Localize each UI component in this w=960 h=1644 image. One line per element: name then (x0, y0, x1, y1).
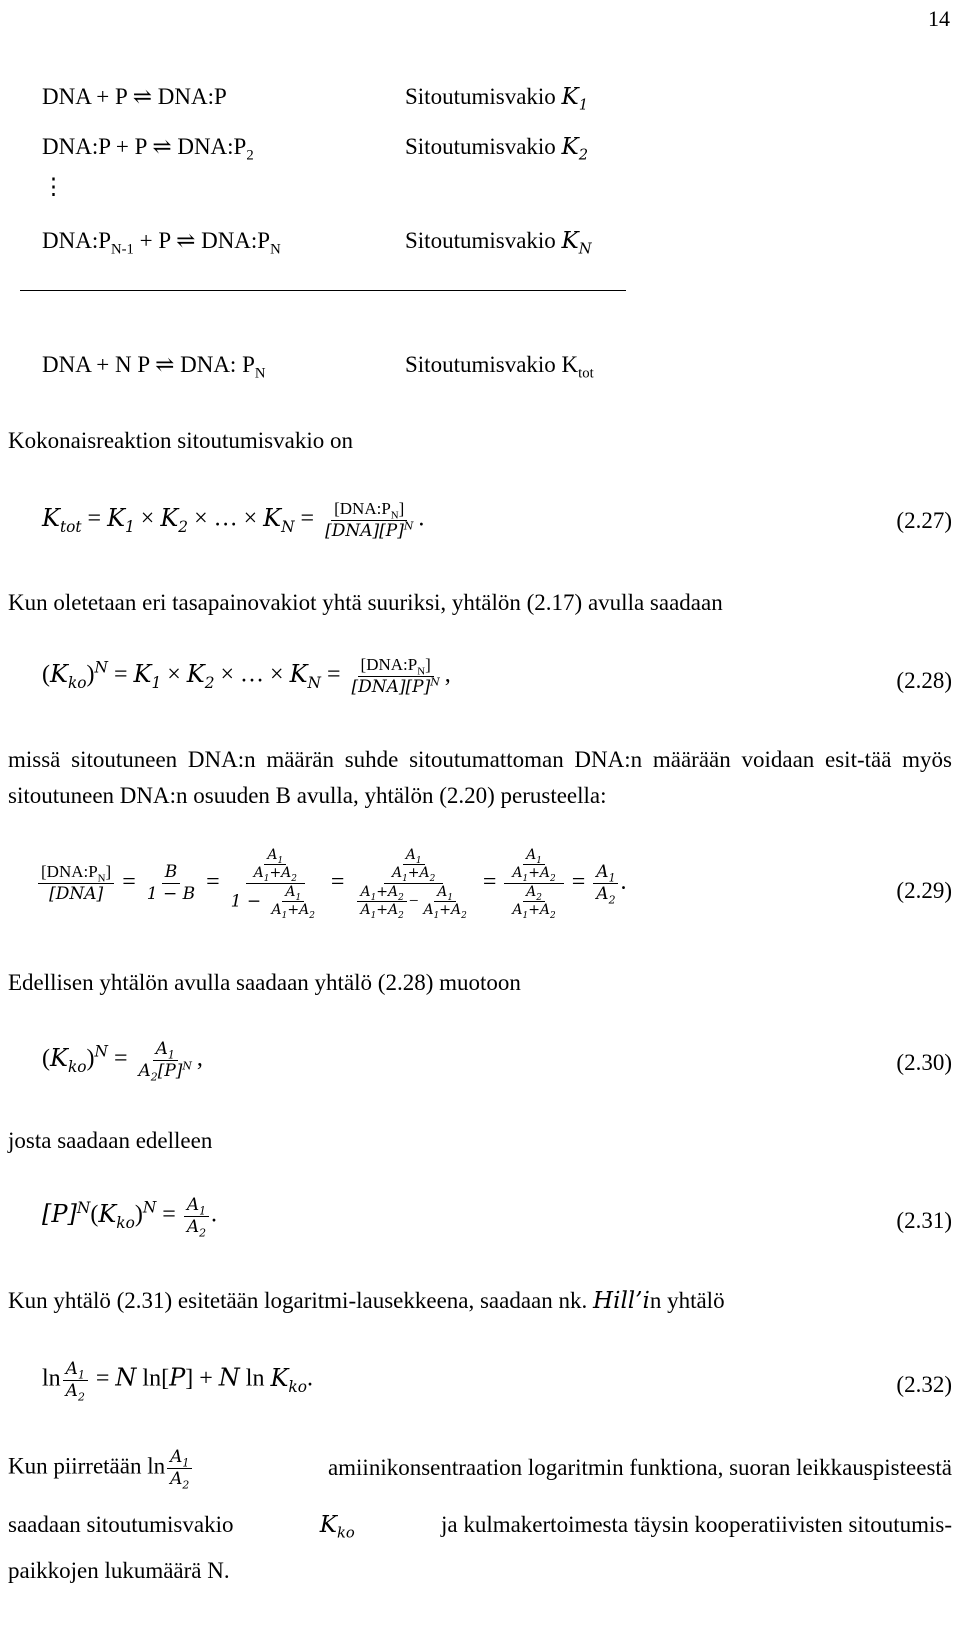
paragraph-3: missä sitoutuneen DNA:n määrän suhde sitoutumattoman DNA:n määrään voidaan esit-tää myös sitoutuneen DNA:n osuuden B avulla, yhtälön (2.20) perusteella: (8, 747, 952, 808)
reaction-1: DNA + P ⇌ DNA:P (42, 84, 227, 109)
paragraph-7-line-2 (8, 1512, 952, 1542)
paragraph-4: Edellisen yhtälön avulla saadaan yhtälö (2.28) muotoon (8, 970, 521, 995)
page-number: 14 (928, 6, 950, 31)
reaction-total-constant: Sitoutumisvakio $K_{tot}$ (405, 352, 594, 382)
paragraph-5: josta saadaan edelleen (8, 1128, 213, 1153)
paragraph-7-text-b: amiinikonsentraation logaritmin funktiona, suoran leikkauspisteestä (327, 1454, 952, 1480)
reaction-2-constant: Sitoutumisvakio $K_2$ (405, 134, 589, 164)
reaction-n: $DNA:P_{N-1} + P$ ⇌ $DNA:P_N$ (42, 228, 281, 258)
equation-number-2-29: (2.29) (896, 878, 952, 903)
equation-2-28: $(K_{ko})^N = K_1 \times K_2$ × … × $K_N$ = $\frac{[DNA:P_N]}{[DNA][P]^N}$ , (42, 655, 451, 697)
equation-number-2-27: (2.27) (896, 508, 952, 533)
paragraph-1: Kokonaisreaktion sitoutumisvakio on (8, 428, 353, 453)
hill-name: Hill’i (593, 1288, 650, 1314)
paragraph-7-line-1: Kun piirretään ln $\frac{A_1}{A_2}$ amiinikonsentraation logaritmin funktiona, suoran leikkauspisteestä (8, 1447, 952, 1492)
equation-number-2-28: (2.28) (896, 668, 952, 693)
equation-number-2-32: (2.32) (896, 1372, 952, 1397)
paragraph-6-text-c: n yhtälö (649, 1288, 725, 1313)
reaction-1-constant: Sitoutumisvakio $K_1$ (405, 84, 589, 114)
paragraph-7-line-3: paikkojen lukumäärä N. (8, 1558, 230, 1583)
k-ko-symbol: $K_{ko}$ (319, 1512, 355, 1542)
equation-number-2-30: (2.30) (896, 1050, 952, 1075)
equation-2-29: $\frac{[DNA:P_N]}{\text{[DNA]}}$ = $\frac{B}{1 - B}$ = $\frac{A_1}{A_1+A_2}$ 1 − $\frac{A_1}{A_1+A_2}$ = $\frac{A_1}{A_1+A_2}$ $\frac{A_1+A_2}{A_1+A_2}$ − $\frac{A_1}{A_1+A_2}$ = $\frac{\frac{A_1}{A_1+A_2}}{\frac{A_2}{A_1+A_2}}$ = $\frac{A_1}{A_2}$ . (36, 848, 626, 919)
sum-rule (20, 290, 626, 291)
equation-2-27: $K_{tot} = K_1 \times K_2$ × … × $K_N$ = $\frac{[DNA:P_N]}{[DNA][P]^N}$ . (42, 499, 425, 541)
reaction-n-constant: Sitoutumisvakio $K_N$ (405, 228, 592, 258)
equation-2-32: ln $\frac{A_1}{A_2}$ = N ln[P] + N $\ln K_{ko}$. (42, 1359, 313, 1404)
paragraph-7-text-c: saadaan sitoutumisvakio (8, 1512, 234, 1537)
equation-2-30: $(K_{ko})^N$ = $\frac{A_1}{A_2[P]^N}$ , (42, 1039, 203, 1084)
paragraph-6-text-a: Kun yhtälö (2.31) esitetään logaritmi-lausekkeena, saadaan nk. (8, 1288, 588, 1313)
equation-number-2-31: (2.31) (896, 1208, 952, 1233)
paragraph-7-text-d: ja kulmakertoimesta täysin kooperatiivisten sitoutumis- (440, 1512, 952, 1537)
paragraph-2: Kun oletetaan eri tasapainovakiot yhtä suuriksi, yhtälön (2.17) avulla saadaan (8, 590, 723, 615)
reaction-2: DNA:P + P ⇌ $DNA:P_2$ (42, 134, 254, 164)
reaction-total: DNA + N P ⇌ DNA: $P_N$ (42, 352, 266, 382)
vertical-ellipsis: ⋮ (42, 174, 65, 199)
equation-2-31: $[P]^N(K_{ko})^N$ = $\frac{A_1}{A_2}$ . (42, 1195, 218, 1240)
paragraph-6 (8, 1288, 725, 1314)
paragraph-7-text-a: Kun piirretään ln (8, 1453, 166, 1479)
